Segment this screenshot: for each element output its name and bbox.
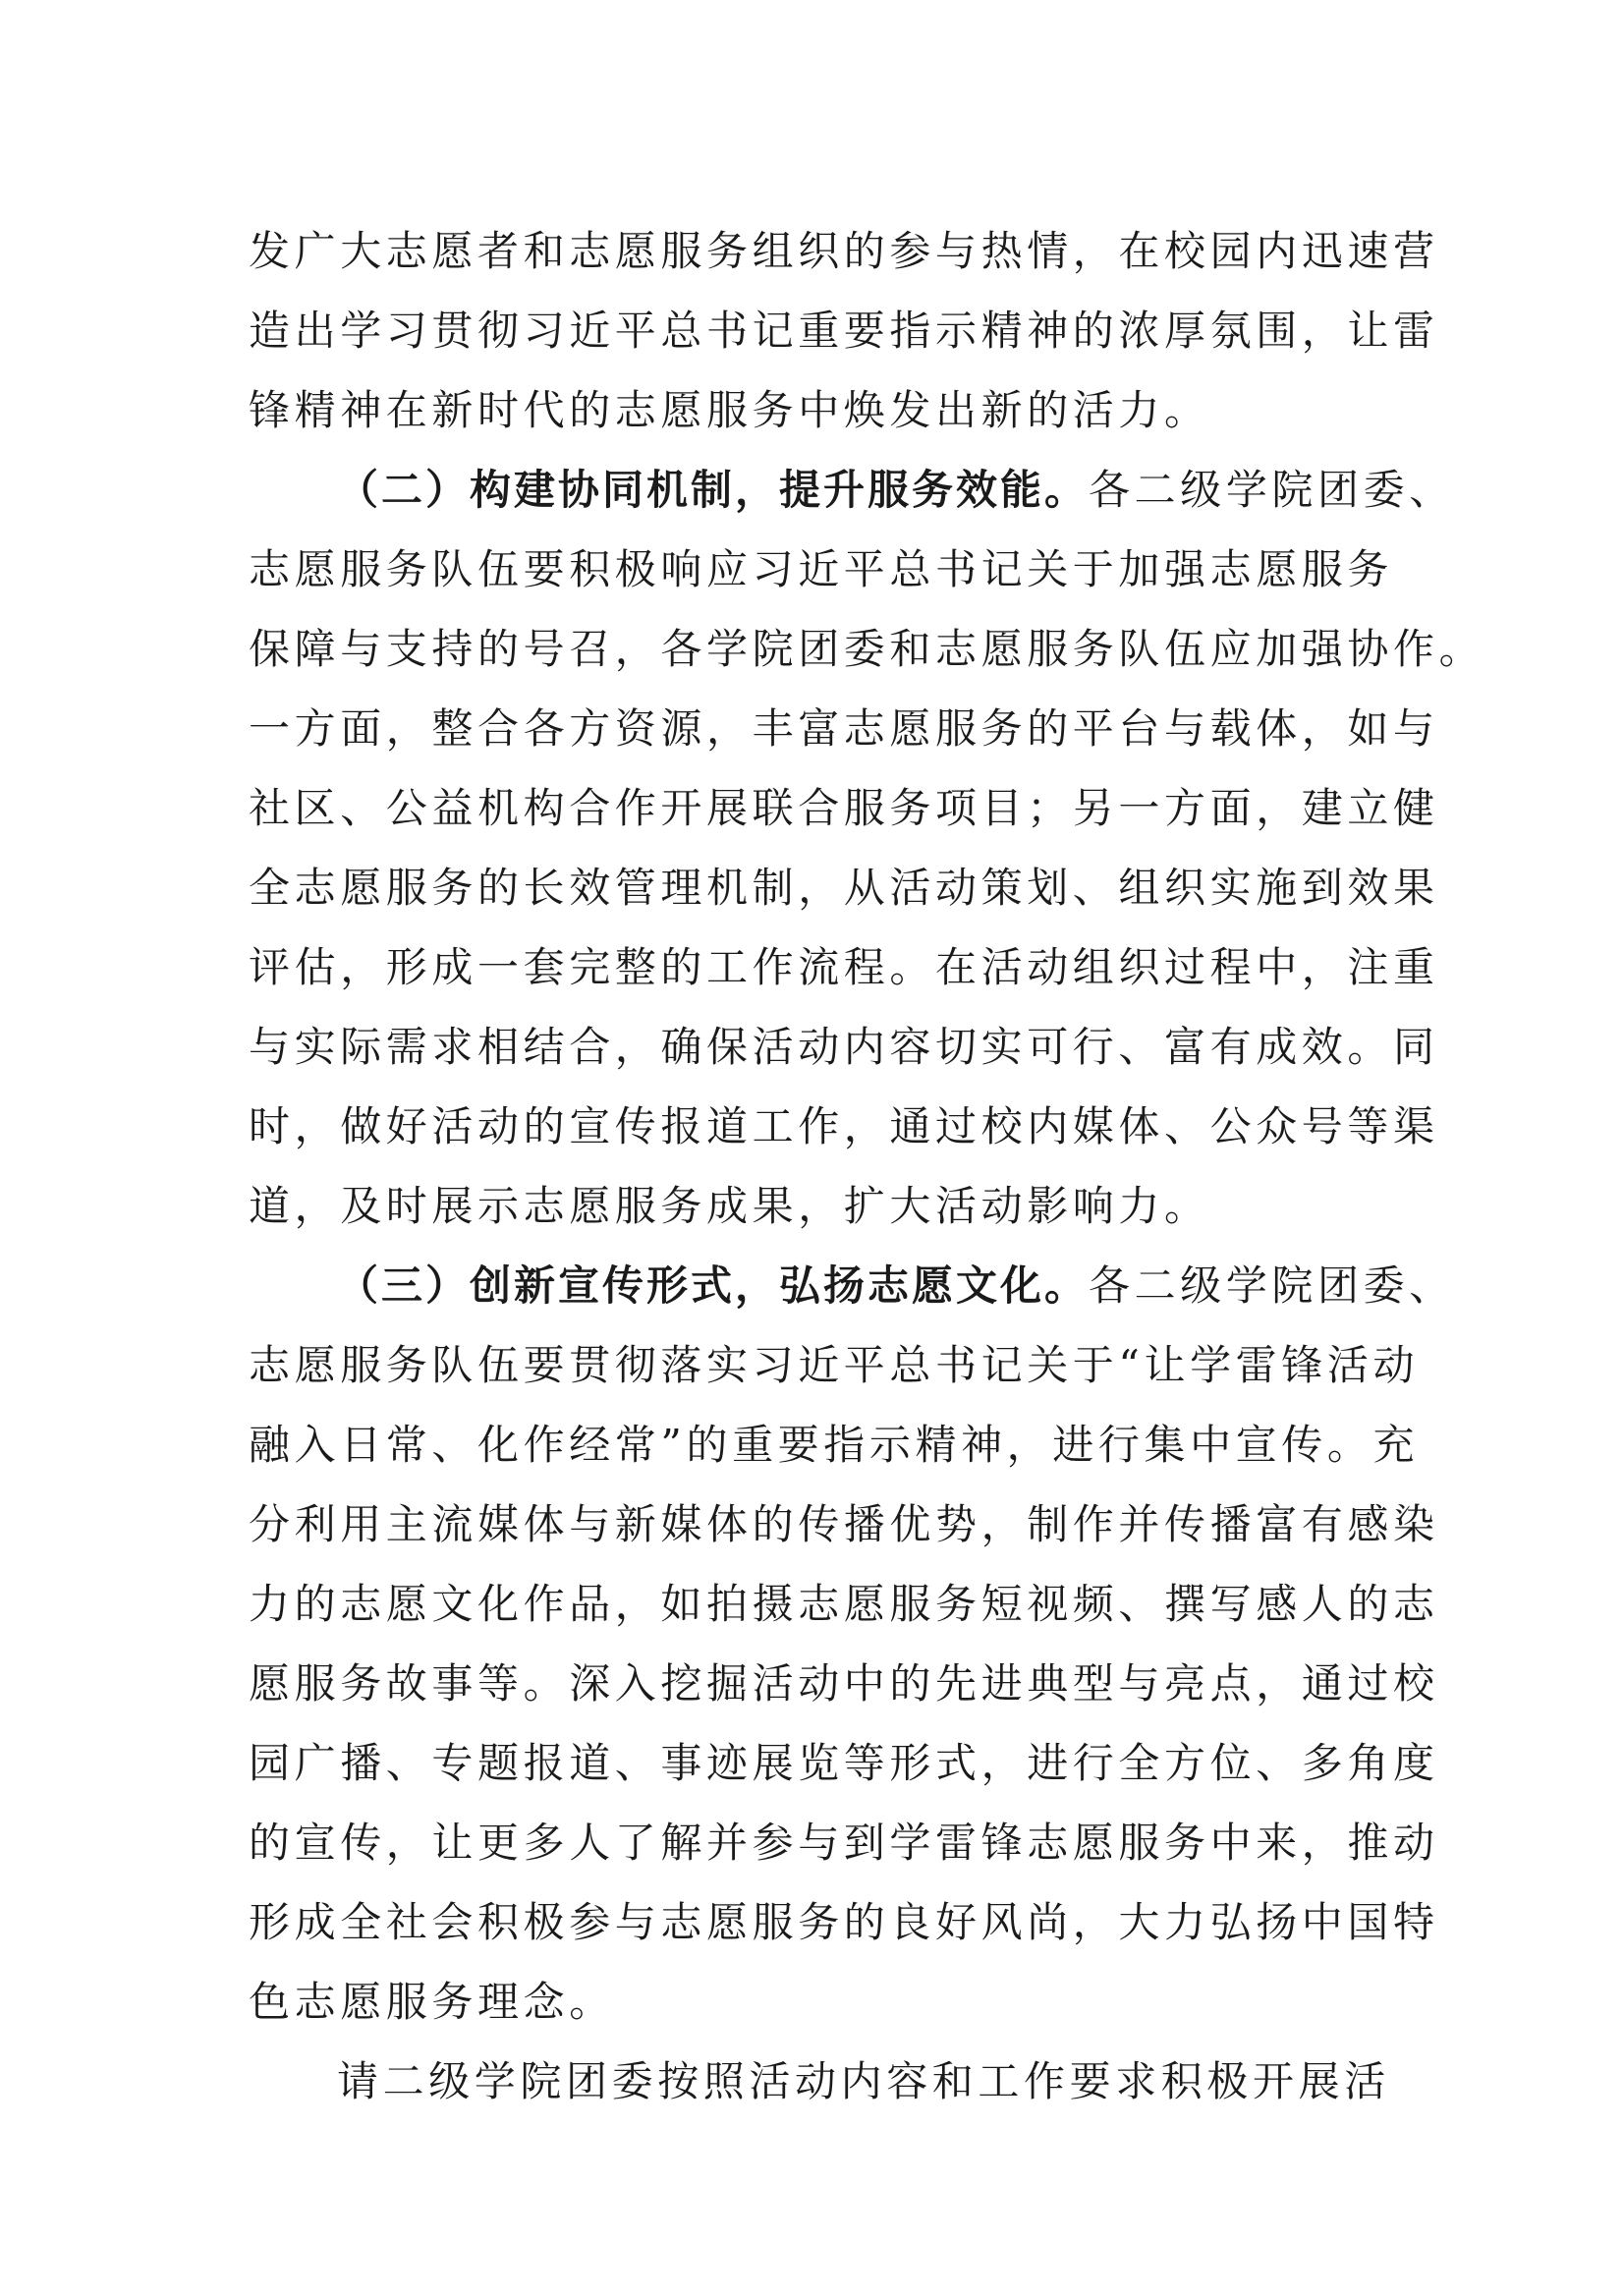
text-line: 全志愿服务的长效管理机制，从活动策划、组织实施到效果	[249, 864, 1439, 912]
text-line: 形成全社会积极参与志愿服务的良好风尚，大力弘扬中国特	[249, 1898, 1439, 1946]
text-line: 社区、公益机构合作开展联合服务项目；另一方面，建立健	[249, 784, 1439, 832]
text-line: 请二级学院团委按照活动内容和工作要求积极开展活	[337, 2057, 1390, 2105]
section-three-paragraph	[249, 1246, 1455, 2042]
text-line: 志愿服务队伍要积极响应习近平总书记关于加强志愿服务	[249, 545, 1394, 593]
text-line: 一方面，整合各方资源，丰富志愿服务的平台与载体，如与	[249, 704, 1439, 753]
paragraph-continuation	[249, 211, 1439, 450]
text-line: 分利用主流媒体与新媒体的传播优势，制作并传播富有感染	[249, 1500, 1439, 1548]
text-line: 道，及时展示志愿服务成果，扩大活动影响力。	[249, 1182, 1210, 1230]
text-line: 造出学习贯彻习近平总书记重要指示精神的浓厚氛围，让雷	[249, 307, 1439, 355]
section-two-paragraph	[249, 450, 1485, 1246]
text-line: 的宣传，让更多人了解并参与到学雷锋志愿服务中来，推动	[249, 1819, 1439, 1867]
text-line: 融入日常、化作经常”的重要指示精神，进行集中宣传。充	[249, 1421, 1420, 1469]
body-text	[249, 211, 1485, 2121]
text-line: 锋精神在新时代的志愿服务中焕发出新的活力。	[249, 386, 1210, 434]
section-two-first-line	[249, 450, 1455, 530]
text-run: 各二级学院团委、	[1089, 1261, 1455, 1310]
text-line: 园广播、专题报道、事迹展览等形式，进行全方位、多角度	[249, 1739, 1439, 1787]
section-two-heading: （二）构建协同机制，提升服务效能。	[337, 466, 1090, 514]
text-line: 志愿服务队伍要贯彻落实习近平总书记关于“让学雷锋活动	[249, 1341, 1420, 1389]
text-line: 保障与支持的号召，各学院团委和志愿服务队伍应加强协作。	[249, 625, 1485, 673]
section-three-heading: （三）创新宣传形式，弘扬志愿文化。	[337, 1261, 1090, 1310]
section-three-first-line	[249, 1246, 1455, 1325]
closing-paragraph	[249, 2042, 1388, 2121]
text-line: 发广大志愿者和志愿服务组织的参与热情，在校园内迅速营	[249, 227, 1439, 275]
text-line: 与实际需求相结合，确保活动内容切实可行、富有成效。同	[249, 1023, 1439, 1071]
text-run: 各二级学院团委、	[1089, 466, 1455, 514]
text-line: 时，做好活动的宣传报道工作，通过校内媒体、公众号等渠	[249, 1102, 1439, 1150]
text-line: 力的志愿文化作品，如拍摄志愿服务短视频、撰写感人的志	[249, 1580, 1439, 1628]
text-line: 愿服务故事等。深入挖掘活动中的先进典型与亮点，通过校	[249, 1659, 1439, 1708]
text-line: 色志愿服务理念。	[249, 1978, 615, 2026]
text-line: 评估，形成一套完整的工作流程。在活动组织过程中，注重	[249, 943, 1439, 991]
